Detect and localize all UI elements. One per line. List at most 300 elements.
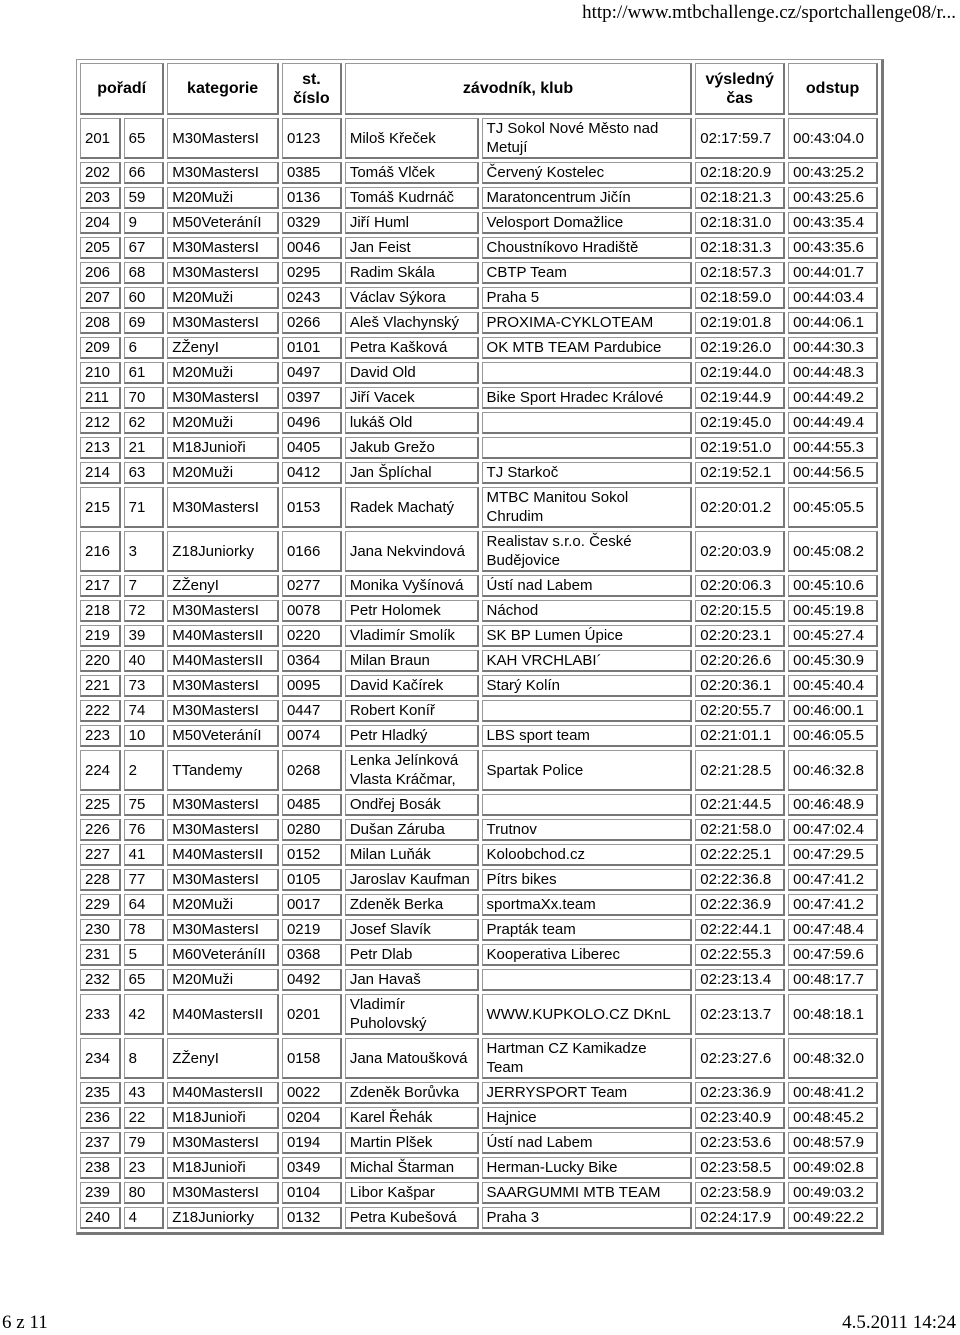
cell-rider-name: Jiří Vacek (345, 387, 479, 409)
cell-overall-rank: 235 (80, 1082, 121, 1104)
cell-start-number: 0405 (282, 437, 342, 459)
cell-start-number: 0492 (282, 969, 342, 991)
results-table (76, 59, 884, 1235)
cell-start-number: 0266 (282, 312, 342, 334)
table-row (80, 794, 878, 816)
cell-rider-name: Miloš Křeček (345, 118, 479, 159)
cell-category-rank: 69 (124, 312, 165, 334)
cell-start-number: 0104 (282, 1182, 342, 1204)
cell-rider-name: Zdeněk Borůvka (345, 1082, 479, 1104)
cell-rider-name: Radim Skála (345, 262, 479, 284)
cell-rider-name: Jan Feist (345, 237, 479, 259)
cell-overall-rank: 208 (80, 312, 121, 334)
cell-final-time: 02:23:27.6 (695, 1038, 785, 1079)
cell-club: SAARGUMMI MTB TEAM (482, 1182, 693, 1204)
cell-start-number: 0485 (282, 794, 342, 816)
cell-start-number: 0074 (282, 725, 342, 747)
cell-overall-rank: 210 (80, 362, 121, 384)
cell-final-time: 02:20:23.1 (695, 625, 785, 647)
cell-final-time: 02:19:52.1 (695, 462, 785, 484)
cell-final-time: 02:18:59.0 (695, 287, 785, 309)
cell-final-time: 02:23:36.9 (695, 1082, 785, 1104)
cell-category: M18Junioři (167, 437, 279, 459)
cell-gap: 00:43:25.6 (788, 187, 878, 209)
cell-final-time: 02:22:36.8 (695, 869, 785, 891)
cell-rider-name: Jana Matoušková (345, 1038, 479, 1079)
cell-start-number: 0132 (282, 1207, 342, 1229)
cell-final-time: 02:22:55.3 (695, 944, 785, 966)
cell-rider-name: Jakub Grežo (345, 437, 479, 459)
cell-category: M40MastersII (167, 625, 279, 647)
cell-category: M20Muži (167, 187, 279, 209)
cell-category-rank: 61 (124, 362, 165, 384)
cell-category: M30MastersI (167, 237, 279, 259)
cell-start-number: 0123 (282, 118, 342, 159)
table-row (80, 1082, 878, 1104)
cell-start-number: 0295 (282, 262, 342, 284)
cell-gap: 00:46:48.9 (788, 794, 878, 816)
cell-category-rank: 60 (124, 287, 165, 309)
cell-overall-rank: 230 (80, 919, 121, 941)
cell-club: OK MTB TEAM Pardubice (482, 337, 693, 359)
cell-category: M30MastersI (167, 675, 279, 697)
cell-rider-name: Radek Machatý (345, 487, 479, 528)
cell-gap: 00:47:41.2 (788, 869, 878, 891)
cell-gap: 00:48:57.9 (788, 1132, 878, 1154)
cell-rider-name: Jaroslav Kaufman (345, 869, 479, 891)
cell-category-rank: 72 (124, 600, 165, 622)
cell-category-rank: 40 (124, 650, 165, 672)
cell-club: Choustníkovo Hradiště (482, 237, 693, 259)
cell-gap: 00:48:18.1 (788, 994, 878, 1035)
cell-overall-rank: 240 (80, 1207, 121, 1229)
cell-start-number: 0194 (282, 1132, 342, 1154)
cell-gap: 00:47:02.4 (788, 819, 878, 841)
cell-rider-name: Tomáš Kudrnáč (345, 187, 479, 209)
print-header-url: http://www.mtbchallenge.cz/sportchallenge08/r... (582, 2, 956, 23)
cell-gap: 00:46:05.5 (788, 725, 878, 747)
cell-rider-name: Martin Plšek (345, 1132, 479, 1154)
cell-gap: 00:43:25.2 (788, 162, 878, 184)
cell-final-time: 02:23:58.5 (695, 1157, 785, 1179)
cell-category-rank: 41 (124, 844, 165, 866)
cell-category-rank: 2 (124, 750, 165, 791)
cell-start-number: 0078 (282, 600, 342, 622)
cell-category: Z18Juniorky (167, 1207, 279, 1229)
cell-start-number: 0158 (282, 1038, 342, 1079)
cell-club: Spartak Police (482, 750, 693, 791)
table-row (80, 944, 878, 966)
cell-start-number: 0105 (282, 869, 342, 891)
table-row (80, 412, 878, 434)
cell-final-time: 02:18:31.3 (695, 237, 785, 259)
table-row (80, 287, 878, 309)
cell-category: M20Muži (167, 362, 279, 384)
cell-overall-rank: 224 (80, 750, 121, 791)
cell-start-number: 0412 (282, 462, 342, 484)
cell-gap: 00:47:29.5 (788, 844, 878, 866)
table-row (80, 819, 878, 841)
cell-rider-name: Vladimír Puholovský (345, 994, 479, 1035)
cell-overall-rank: 228 (80, 869, 121, 891)
cell-final-time: 02:19:44.9 (695, 387, 785, 409)
cell-category: ZŽenyI (167, 1038, 279, 1079)
cell-rider-name: Petr Holomek (345, 600, 479, 622)
cell-start-number: 0201 (282, 994, 342, 1035)
cell-category: M30MastersI (167, 162, 279, 184)
cell-category: M20Muži (167, 412, 279, 434)
cell-category-rank: 64 (124, 894, 165, 916)
cell-club: KAH VRCHLABI´ (482, 650, 693, 672)
cell-category: M40MastersII (167, 650, 279, 672)
cell-category-rank: 22 (124, 1107, 165, 1129)
cell-rider-name: Monika Vyšínová (345, 575, 479, 597)
cell-start-number: 0277 (282, 575, 342, 597)
column-header-rank: pořadí (80, 63, 164, 115)
cell-final-time: 02:20:03.9 (695, 531, 785, 572)
cell-overall-rank: 216 (80, 531, 121, 572)
cell-final-time: 02:19:01.8 (695, 312, 785, 334)
table-row (80, 337, 878, 359)
cell-club: Ústí nad Labem (482, 575, 693, 597)
cell-rider-name: Ondřej Bosák (345, 794, 479, 816)
cell-rider-name: Tomáš Vlček (345, 162, 479, 184)
cell-overall-rank: 227 (80, 844, 121, 866)
cell-category: M30MastersI (167, 819, 279, 841)
cell-club: sportmaXx.team (482, 894, 693, 916)
cell-category-rank: 3 (124, 531, 165, 572)
cell-category-rank: 80 (124, 1182, 165, 1204)
cell-club: Náchod (482, 600, 693, 622)
cell-category-rank: 4 (124, 1207, 165, 1229)
cell-gap: 00:49:03.2 (788, 1182, 878, 1204)
cell-category: M30MastersI (167, 118, 279, 159)
cell-club: Kooperativa Liberec (482, 944, 693, 966)
cell-category-rank: 71 (124, 487, 165, 528)
cell-category-rank: 77 (124, 869, 165, 891)
cell-overall-rank: 202 (80, 162, 121, 184)
table-row (80, 462, 878, 484)
table-row (80, 362, 878, 384)
cell-overall-rank: 212 (80, 412, 121, 434)
cell-category-rank: 65 (124, 969, 165, 991)
cell-category: ZŽenyI (167, 575, 279, 597)
cell-club: Praha 5 (482, 287, 693, 309)
table-row (80, 1207, 878, 1229)
table-row (80, 625, 878, 647)
cell-category: M30MastersI (167, 700, 279, 722)
cell-category-rank: 7 (124, 575, 165, 597)
cell-category-rank: 65 (124, 118, 165, 159)
table-row (80, 725, 878, 747)
table-row (80, 187, 878, 209)
table-header-row (80, 63, 878, 115)
cell-rider-name: Vladimír Smolík (345, 625, 479, 647)
cell-start-number: 0136 (282, 187, 342, 209)
cell-start-number: 0280 (282, 819, 342, 841)
cell-overall-rank: 237 (80, 1132, 121, 1154)
cell-gap: 00:49:02.8 (788, 1157, 878, 1179)
cell-club (482, 412, 693, 434)
cell-category: M50VeteráníI (167, 212, 279, 234)
cell-club: Ústí nad Labem (482, 1132, 693, 1154)
cell-rider-name: Milan Braun (345, 650, 479, 672)
cell-category-rank: 63 (124, 462, 165, 484)
cell-overall-rank: 219 (80, 625, 121, 647)
cell-gap: 00:47:48.4 (788, 919, 878, 941)
cell-rider-name: Dušan Záruba (345, 819, 479, 841)
cell-category-rank: 75 (124, 794, 165, 816)
cell-overall-rank: 229 (80, 894, 121, 916)
cell-gap: 00:45:27.4 (788, 625, 878, 647)
cell-overall-rank: 204 (80, 212, 121, 234)
cell-final-time: 02:19:26.0 (695, 337, 785, 359)
cell-start-number: 0385 (282, 162, 342, 184)
cell-rider-name: David Kačírek (345, 675, 479, 697)
cell-rider-name: Lenka Jelínková Vlasta Kráčmar, (345, 750, 479, 791)
cell-gap: 00:45:05.5 (788, 487, 878, 528)
table-row (80, 531, 878, 572)
cell-start-number: 0095 (282, 675, 342, 697)
cell-gap: 00:44:48.3 (788, 362, 878, 384)
cell-rider-name: Jiří Huml (345, 212, 479, 234)
cell-category-rank: 9 (124, 212, 165, 234)
cell-gap: 00:45:30.9 (788, 650, 878, 672)
cell-category-rank: 5 (124, 944, 165, 966)
cell-rider-name: Karel Řehák (345, 1107, 479, 1129)
table-row (80, 1038, 878, 1079)
cell-rider-name: Petr Hladký (345, 725, 479, 747)
cell-club: JERRYSPORT Team (482, 1082, 693, 1104)
cell-gap: 00:48:32.0 (788, 1038, 878, 1079)
cell-category: M40MastersII (167, 1082, 279, 1104)
cell-gap: 00:45:40.4 (788, 675, 878, 697)
cell-final-time: 02:19:45.0 (695, 412, 785, 434)
cell-club: Maratoncentrum Jičín (482, 187, 693, 209)
cell-overall-rank: 205 (80, 237, 121, 259)
page-number: 6 z 11 (2, 1312, 48, 1333)
column-header-start-number: st. číslo (282, 63, 342, 115)
cell-category: M30MastersI (167, 262, 279, 284)
cell-gap: 00:43:35.6 (788, 237, 878, 259)
cell-overall-rank: 234 (80, 1038, 121, 1079)
cell-final-time: 02:21:28.5 (695, 750, 785, 791)
cell-rider-name: Libor Kašpar (345, 1182, 479, 1204)
cell-gap: 00:43:35.4 (788, 212, 878, 234)
cell-overall-rank: 211 (80, 387, 121, 409)
cell-category: M18Junioři (167, 1107, 279, 1129)
cell-category-rank: 73 (124, 675, 165, 697)
table-row (80, 994, 878, 1035)
cell-start-number: 0101 (282, 337, 342, 359)
cell-overall-rank: 220 (80, 650, 121, 672)
cell-overall-rank: 236 (80, 1107, 121, 1129)
table-row (80, 1132, 878, 1154)
cell-start-number: 0152 (282, 844, 342, 866)
cell-category-rank: 70 (124, 387, 165, 409)
cell-final-time: 02:23:53.6 (695, 1132, 785, 1154)
cell-start-number: 0166 (282, 531, 342, 572)
cell-category-rank: 10 (124, 725, 165, 747)
table-row (80, 844, 878, 866)
cell-overall-rank: 221 (80, 675, 121, 697)
cell-overall-rank: 201 (80, 118, 121, 159)
cell-club: LBS sport team (482, 725, 693, 747)
print-date: 4.5.2011 14:24 (842, 1312, 956, 1333)
cell-overall-rank: 233 (80, 994, 121, 1035)
cell-start-number: 0397 (282, 387, 342, 409)
cell-club (482, 700, 693, 722)
cell-gap: 00:44:06.1 (788, 312, 878, 334)
cell-final-time: 02:18:57.3 (695, 262, 785, 284)
table-row (80, 162, 878, 184)
cell-category: M30MastersI (167, 794, 279, 816)
cell-club (482, 437, 693, 459)
cell-gap: 00:45:19.8 (788, 600, 878, 622)
cell-category: M30MastersI (167, 1132, 279, 1154)
results-table-container (76, 59, 884, 1235)
cell-final-time: 02:23:13.7 (695, 994, 785, 1035)
cell-category: M40MastersII (167, 844, 279, 866)
cell-club (482, 794, 693, 816)
cell-category: Z18Juniorky (167, 531, 279, 572)
cell-category-rank: 67 (124, 237, 165, 259)
cell-gap: 00:45:10.6 (788, 575, 878, 597)
column-header-final-time: výsledný čas (695, 63, 785, 115)
cell-start-number: 0022 (282, 1082, 342, 1104)
cell-category-rank: 23 (124, 1157, 165, 1179)
cell-gap: 00:44:03.4 (788, 287, 878, 309)
cell-club: MTBC Manitou Sokol Chrudim (482, 487, 693, 528)
cell-gap: 00:44:01.7 (788, 262, 878, 284)
cell-overall-rank: 238 (80, 1157, 121, 1179)
cell-gap: 00:44:55.3 (788, 437, 878, 459)
cell-club: Bike Sport Hradec Králové (482, 387, 693, 409)
cell-overall-rank: 206 (80, 262, 121, 284)
cell-final-time: 02:21:44.5 (695, 794, 785, 816)
cell-gap: 00:49:22.2 (788, 1207, 878, 1229)
cell-club: Trutnov (482, 819, 693, 841)
cell-club: TJ Sokol Nové Město nad Metují (482, 118, 693, 159)
cell-club: Herman-Lucky Bike (482, 1157, 693, 1179)
cell-category: M60VeteráníII (167, 944, 279, 966)
cell-category: M30MastersI (167, 487, 279, 528)
cell-rider-name: Josef Slavík (345, 919, 479, 941)
cell-gap: 00:44:30.3 (788, 337, 878, 359)
cell-final-time: 02:17:59.7 (695, 118, 785, 159)
cell-start-number: 0153 (282, 487, 342, 528)
cell-category: M30MastersI (167, 312, 279, 334)
table-row (80, 1157, 878, 1179)
cell-final-time: 02:22:36.9 (695, 894, 785, 916)
cell-start-number: 0219 (282, 919, 342, 941)
cell-club: Starý Kolín (482, 675, 693, 697)
cell-overall-rank: 223 (80, 725, 121, 747)
cell-final-time: 02:21:01.1 (695, 725, 785, 747)
table-row (80, 1107, 878, 1129)
cell-overall-rank: 226 (80, 819, 121, 841)
cell-club: Prapták team (482, 919, 693, 941)
cell-overall-rank: 207 (80, 287, 121, 309)
cell-category: M20Muži (167, 287, 279, 309)
cell-start-number: 0329 (282, 212, 342, 234)
cell-club: Realistav s.r.o. České Budějovice (482, 531, 693, 572)
table-row (80, 869, 878, 891)
cell-final-time: 02:22:44.1 (695, 919, 785, 941)
cell-category-rank: 59 (124, 187, 165, 209)
cell-rider-name: Aleš Vlachynský (345, 312, 479, 334)
cell-category-rank: 74 (124, 700, 165, 722)
cell-final-time: 02:24:17.9 (695, 1207, 785, 1229)
cell-overall-rank: 232 (80, 969, 121, 991)
table-row (80, 700, 878, 722)
cell-final-time: 02:20:01.2 (695, 487, 785, 528)
cell-club: Koloobchod.cz (482, 844, 693, 866)
cell-category: M40MastersII (167, 994, 279, 1035)
cell-start-number: 0496 (282, 412, 342, 434)
cell-overall-rank: 213 (80, 437, 121, 459)
cell-start-number: 0268 (282, 750, 342, 791)
table-row (80, 969, 878, 991)
cell-final-time: 02:21:58.0 (695, 819, 785, 841)
cell-category: TTandemy (167, 750, 279, 791)
cell-start-number: 0243 (282, 287, 342, 309)
column-header-category: kategorie (167, 63, 279, 115)
cell-rider-name: lukáš Old (345, 412, 479, 434)
cell-start-number: 0349 (282, 1157, 342, 1179)
table-row (80, 650, 878, 672)
cell-final-time: 02:20:26.6 (695, 650, 785, 672)
cell-final-time: 02:18:31.0 (695, 212, 785, 234)
cell-start-number: 0447 (282, 700, 342, 722)
column-header-rider-club: závodník, klub (345, 63, 692, 115)
cell-category: M30MastersI (167, 600, 279, 622)
cell-club: Velosport Domažlice (482, 212, 693, 234)
cell-overall-rank: 217 (80, 575, 121, 597)
cell-gap: 00:45:08.2 (788, 531, 878, 572)
cell-club: SK BP Lumen Úpice (482, 625, 693, 647)
cell-final-time: 02:19:44.0 (695, 362, 785, 384)
cell-category: M20Muži (167, 969, 279, 991)
cell-gap: 00:43:04.0 (788, 118, 878, 159)
cell-final-time: 02:20:36.1 (695, 675, 785, 697)
cell-final-time: 02:18:20.9 (695, 162, 785, 184)
cell-category: M30MastersI (167, 387, 279, 409)
cell-category: M30MastersI (167, 919, 279, 941)
cell-gap: 00:48:41.2 (788, 1082, 878, 1104)
cell-category: M30MastersI (167, 869, 279, 891)
cell-rider-name: Jan Šplíchal (345, 462, 479, 484)
table-row (80, 237, 878, 259)
cell-category: M20Muži (167, 462, 279, 484)
cell-overall-rank: 214 (80, 462, 121, 484)
cell-rider-name: Robert Koníř (345, 700, 479, 722)
cell-final-time: 02:22:25.1 (695, 844, 785, 866)
cell-overall-rank: 225 (80, 794, 121, 816)
cell-gap: 00:48:17.7 (788, 969, 878, 991)
cell-category-rank: 21 (124, 437, 165, 459)
cell-gap: 00:47:41.2 (788, 894, 878, 916)
cell-rider-name: Václav Sýkora (345, 287, 479, 309)
cell-final-time: 02:23:13.4 (695, 969, 785, 991)
cell-club: WWW.KUPKOLO.CZ DKnL (482, 994, 693, 1035)
cell-category-rank: 78 (124, 919, 165, 941)
cell-rider-name: Zdeněk Berka (345, 894, 479, 916)
cell-club: Pítrs bikes (482, 869, 693, 891)
cell-overall-rank: 239 (80, 1182, 121, 1204)
cell-overall-rank: 215 (80, 487, 121, 528)
cell-start-number: 0368 (282, 944, 342, 966)
